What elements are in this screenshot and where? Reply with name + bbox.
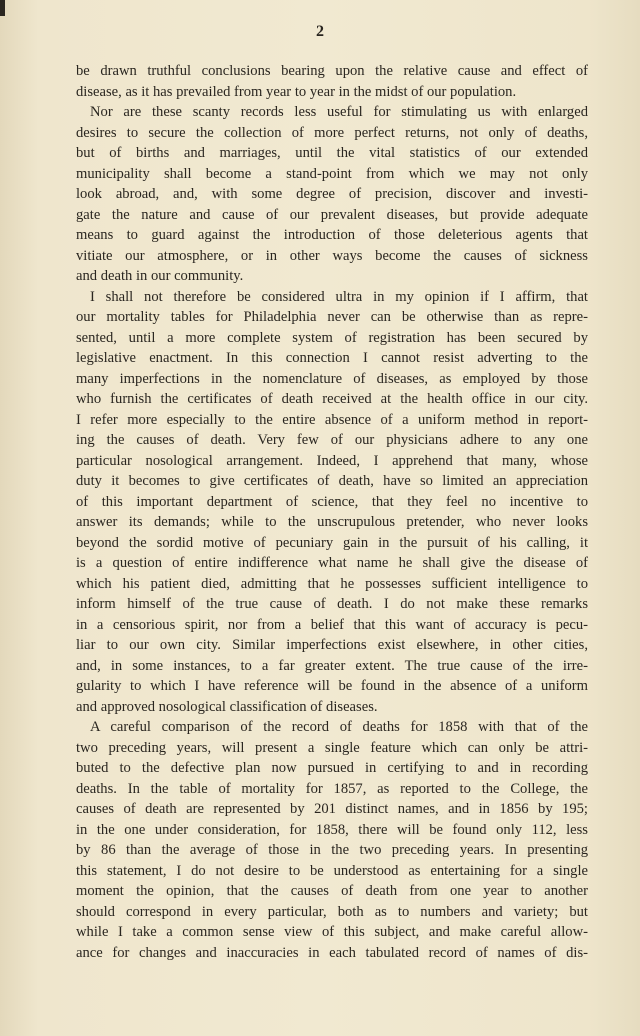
text-line: which his patient died, admitting that he possesses sufficient intelligence to [76, 575, 588, 592]
text-line: Nor are these scanty records less useful for stimulating us with enlarged [90, 104, 588, 120]
text-line: disease, as it has prevailed from year to year in the midst of our population. [76, 83, 517, 100]
text-line: look abroad, and, with some degree of precision, discover and investi- [76, 186, 588, 202]
text-line: sented, until a more complete system of registration has been secured by [76, 329, 588, 346]
scan-edge-mark [0, 0, 5, 16]
text-line: deaths. In the table of mortality for 1857, as reported to the College, the [76, 780, 588, 797]
text-line: duty it becomes to give certificates of death, have so limited an appreciation [76, 473, 588, 489]
text-line: I shall not therefore be considered ultra in my opinion if I affirm, that [90, 288, 588, 305]
text-line: A careful comparison of the record of deaths for 1858 with that of the [90, 719, 588, 735]
text-line: municipality shall become a stand-point from which we may not only [76, 165, 588, 182]
text-line: by 86 than the average of those in the two preceding years. In presenting [76, 842, 588, 858]
text-line: beyond the sordid motive of pecuniary gain in the pursuit of his calling, it [76, 534, 588, 551]
text-line: is a question of entire indifference what name he shall give the disease of [76, 555, 588, 571]
text-line: should correspond in every particular, both as to numbers and variety; but [76, 903, 588, 920]
text-line: gularity to which I have reference will be found in the absence of a uniform [76, 678, 588, 694]
text-line: desires to secure the collection of more perfect returns, not only of deaths, [76, 124, 588, 141]
text-line: I refer more especially to the entire absence of a uniform method in report- [76, 411, 588, 428]
text-line: two preceding years, will present a single feature which can only be attri- [76, 739, 588, 756]
text-line: be drawn truthful conclusions bearing upon the relative cause and effect of [76, 63, 588, 79]
text-line: of this important department of science, that they feel no incentive to [76, 493, 588, 510]
text-line: ing the causes of death. Very few of our physicians adhere to any one [76, 432, 588, 448]
text-line: while I take a common sense view of this subject, and make careful allow- [76, 924, 588, 940]
text-line: in a censorious spirit, nor from a belief that this want of accuracy is pecu- [76, 616, 588, 633]
text-line: ance for changes and inaccuracies in each tabulated record of names of dis- [76, 944, 588, 961]
text-line: many imperfections in the nomenclature of diseases, as employed by those [76, 370, 588, 387]
text-line: buted to the defective plan now pursued in certifying to and in recording [76, 760, 588, 776]
text-line: vitiate our atmosphere, or in other ways become the causes of sickness [76, 247, 588, 264]
text-line: this statement, I do not desire to be understood as entertaining for a single [76, 862, 588, 879]
text-line: and approved nosological classification of diseases. [76, 698, 378, 715]
text-line: particular nosological arrangement. Indeed, I apprehend that many, whose [76, 452, 588, 469]
text-line: and, in some instances, to a far greater extent. The true cause of the irre- [76, 657, 588, 674]
page-number: 2 [316, 23, 324, 40]
text-line: inform himself of the true cause of death. I do not make these remarks [76, 596, 588, 612]
text-line: legislative enactment. In this connection I cannot resist adverting to the [76, 350, 588, 366]
text-line: moment the opinion, that the causes of death from one year to another [76, 883, 588, 899]
body-text [76, 61, 588, 963]
text-line: answer its demands; while to the unscrupulous pretender, who never looks [76, 514, 588, 530]
text-line: our mortality tables for Philadelphia never can be otherwise than as repre- [76, 309, 588, 325]
text-line: gate the nature and cause of our prevalent diseases, but provide adequate [76, 206, 588, 223]
text-line: in the one under consideration, for 1858, there will be found only 112, less [76, 821, 588, 838]
text-line: liar to our own city. Similar imperfections exist elsewhere, in other cities, [76, 637, 588, 653]
text-line: but of births and marriages, until the vital statistics of our extended [76, 145, 588, 161]
text-line: means to guard against the introduction of those deleterious agents that [76, 227, 588, 243]
text-line: causes of death are represented by 201 distinct names, and in 1856 by 195; [76, 801, 588, 817]
text-line: and death in our community. [76, 268, 244, 284]
text-line: who furnish the certificates of death received at the health office in our city. [76, 391, 588, 407]
